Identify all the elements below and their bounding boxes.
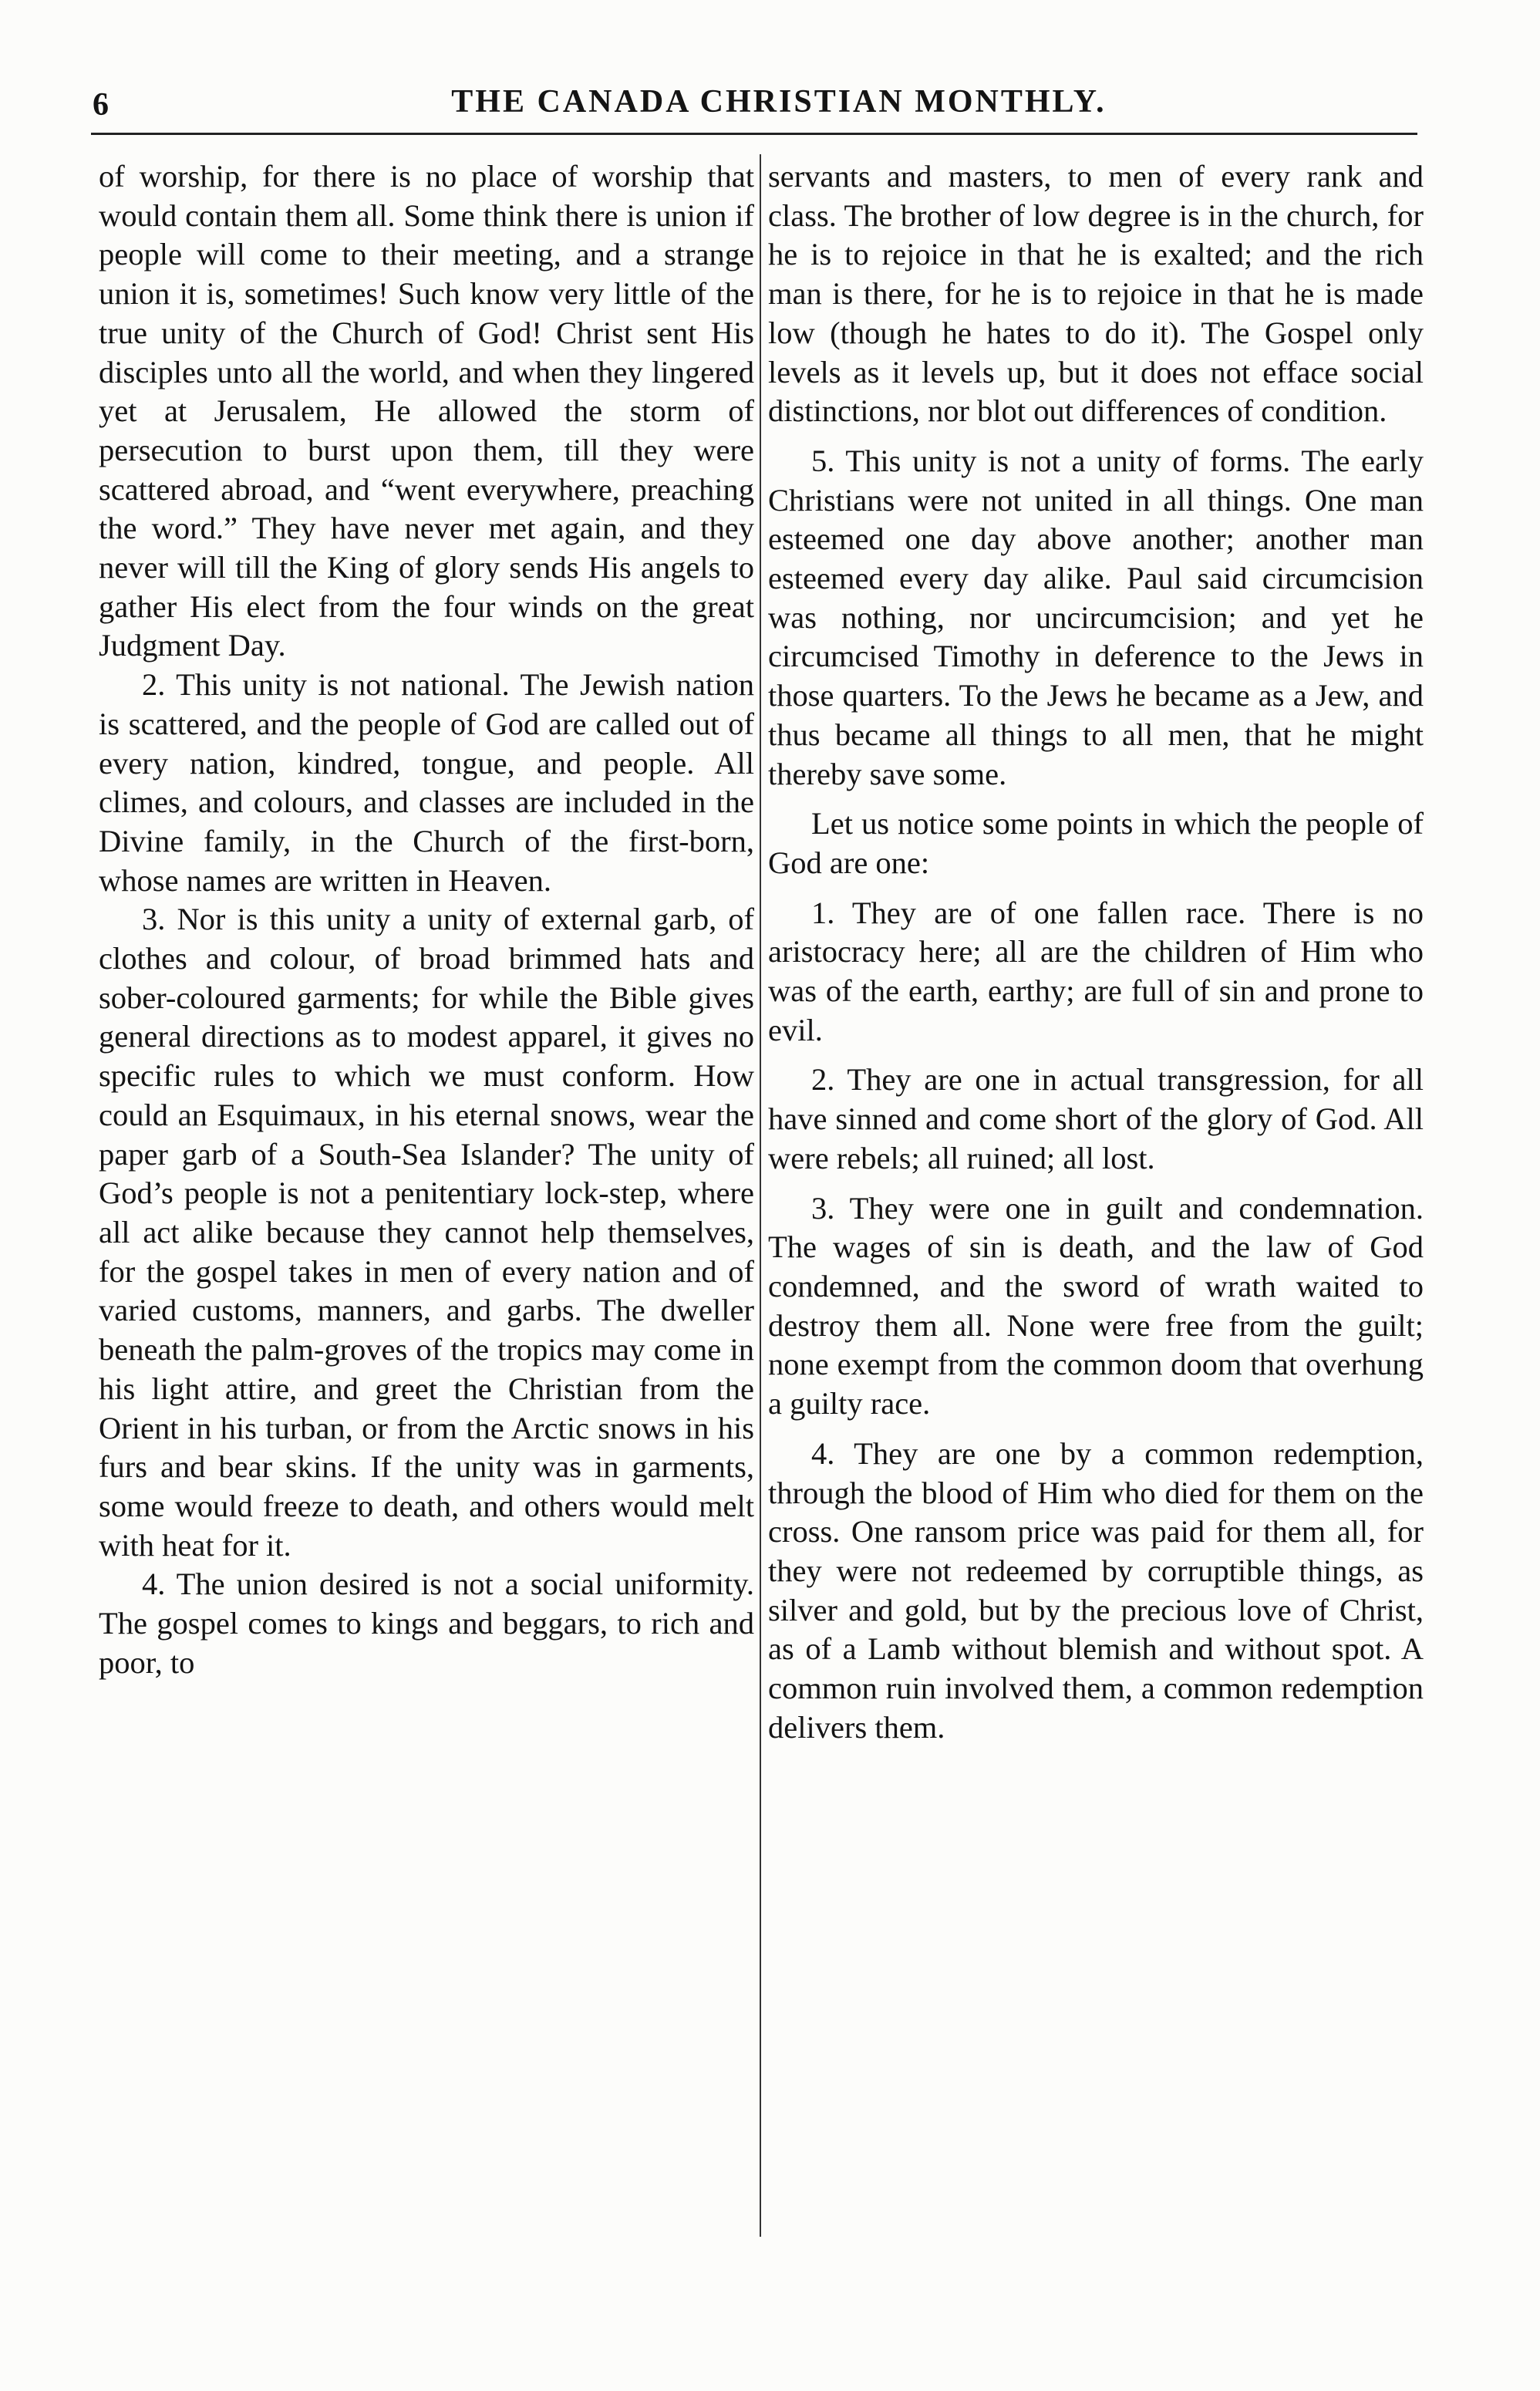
- running-title: THE CANADA CHRISTIAN MONTHLY.: [451, 84, 1107, 120]
- column-divider: [760, 154, 761, 2237]
- right-paragraph-2: 5. This unity is not a unity of forms. The early Christians were not united in all things. One man esteemed one day above another; another man esteemed every day alike. Paul said circumcision was nothing, nor uncircumcision; and yet he circumcised Timothy in deference to the Jews in those quarters. To the Jews he became as a Jew, and thus became all things to all men, that he might thereby save some.: [768, 443, 1424, 791]
- right-column: [768, 157, 1424, 1747]
- left-column: [99, 157, 754, 1682]
- right-paragraph-6: 3. They were one in guilt and condemnation. The wages of sin is death, and the law of God condemned, and the sword of wrath waited to destroy them all. None were free from the guilt; none exempt from the common doom that overhung a guilty race.: [768, 1190, 1424, 1421]
- left-paragraph-3: 3. Nor is this unity a unity of external garb, of clothes and colour, of broad brimmed hats and sober-coloured garments; for while the Bible gives general directions as to modest apparel, it gives no specific rules to which we must conform. How could an Esquimaux, in his eternal snows, wear the paper garb of a South-Sea Islander? The unity of God’s people is not a penitentiary lock-step, where all act alike because they cannot help themselves, for the gospel takes in men of every nation and of varied customs, manners, and garbs. The dweller beneath the palm-groves of the tropics may come in his light attire, and greet the Christian from the Orient in his turban, or from the Arctic snows in his furs and bear skins. If the unity was in garments, some would freeze to death, and others would melt with heat for it.: [99, 902, 754, 1563]
- left-paragraph-2: 2. This unity is not national. The Jewish nation is scattered, and the people of God are called out of every nation, kindred, tongue, and people. All climes, and colours, and classes are included in the Divine family, in the Church of the first-born, whose names are written in Heaven.: [99, 667, 754, 898]
- page-number: 6: [93, 87, 109, 123]
- left-paragraph-1: of worship, for there is no place of worship that would contain them all. Some think there is union if people will come to their meeting, and a strange union it is, sometimes! Such know very little of the true unity of the Church of God! Christ sent His disciples unto all the world, and when they lingered yet at Jerusalem, He allowed the storm of persecution to burst upon them, till they were scattered abroad, and “went everywhere, preaching the word.” They have never met again, and they never will till the King of glory sends His angels to gather His elect from the four winds on the great Judgment Day.: [99, 159, 754, 663]
- right-paragraph-3: Let us notice some points in which the people of God are one:: [768, 806, 1424, 880]
- right-paragraph-1: servants and masters, to men of every rank and class. The brother of low degree is in the church, for he is to rejoice in that he is exalted; and the rich man is there, for he is to rejoice in that he is made low (though he hates to do it). The Gospel only levels as it levels up, but it does not efface social distinctions, nor blot out differences of condition.: [768, 159, 1424, 429]
- right-paragraph-5: 2. They are one in actual transgression, for all have sinned and come short of the glory of God. All were rebels; all ruined; all lost.: [768, 1062, 1424, 1175]
- right-paragraph-4: 1. They are of one fallen race. There is no aristocracy here; all are the children of Him who was of the earth, earthy; are full of sin and prone to evil.: [768, 895, 1424, 1047]
- header-rule: [91, 133, 1417, 135]
- left-paragraph-4: 4. The union desired is not a social uniformity. The gospel comes to kings and beggars, to rich and poor, to: [99, 1566, 754, 1680]
- right-paragraph-7: 4. They are one by a common redemption, through the blood of Him who died for them on the cross. One ransom price was paid for them all, for they were not redeemed by corruptible things, as silver and gold, but by the precious love of Christ, as of a Lamb without blemish and without spot. A common ruin involved them, a common redemption delivers them.: [768, 1435, 1424, 1745]
